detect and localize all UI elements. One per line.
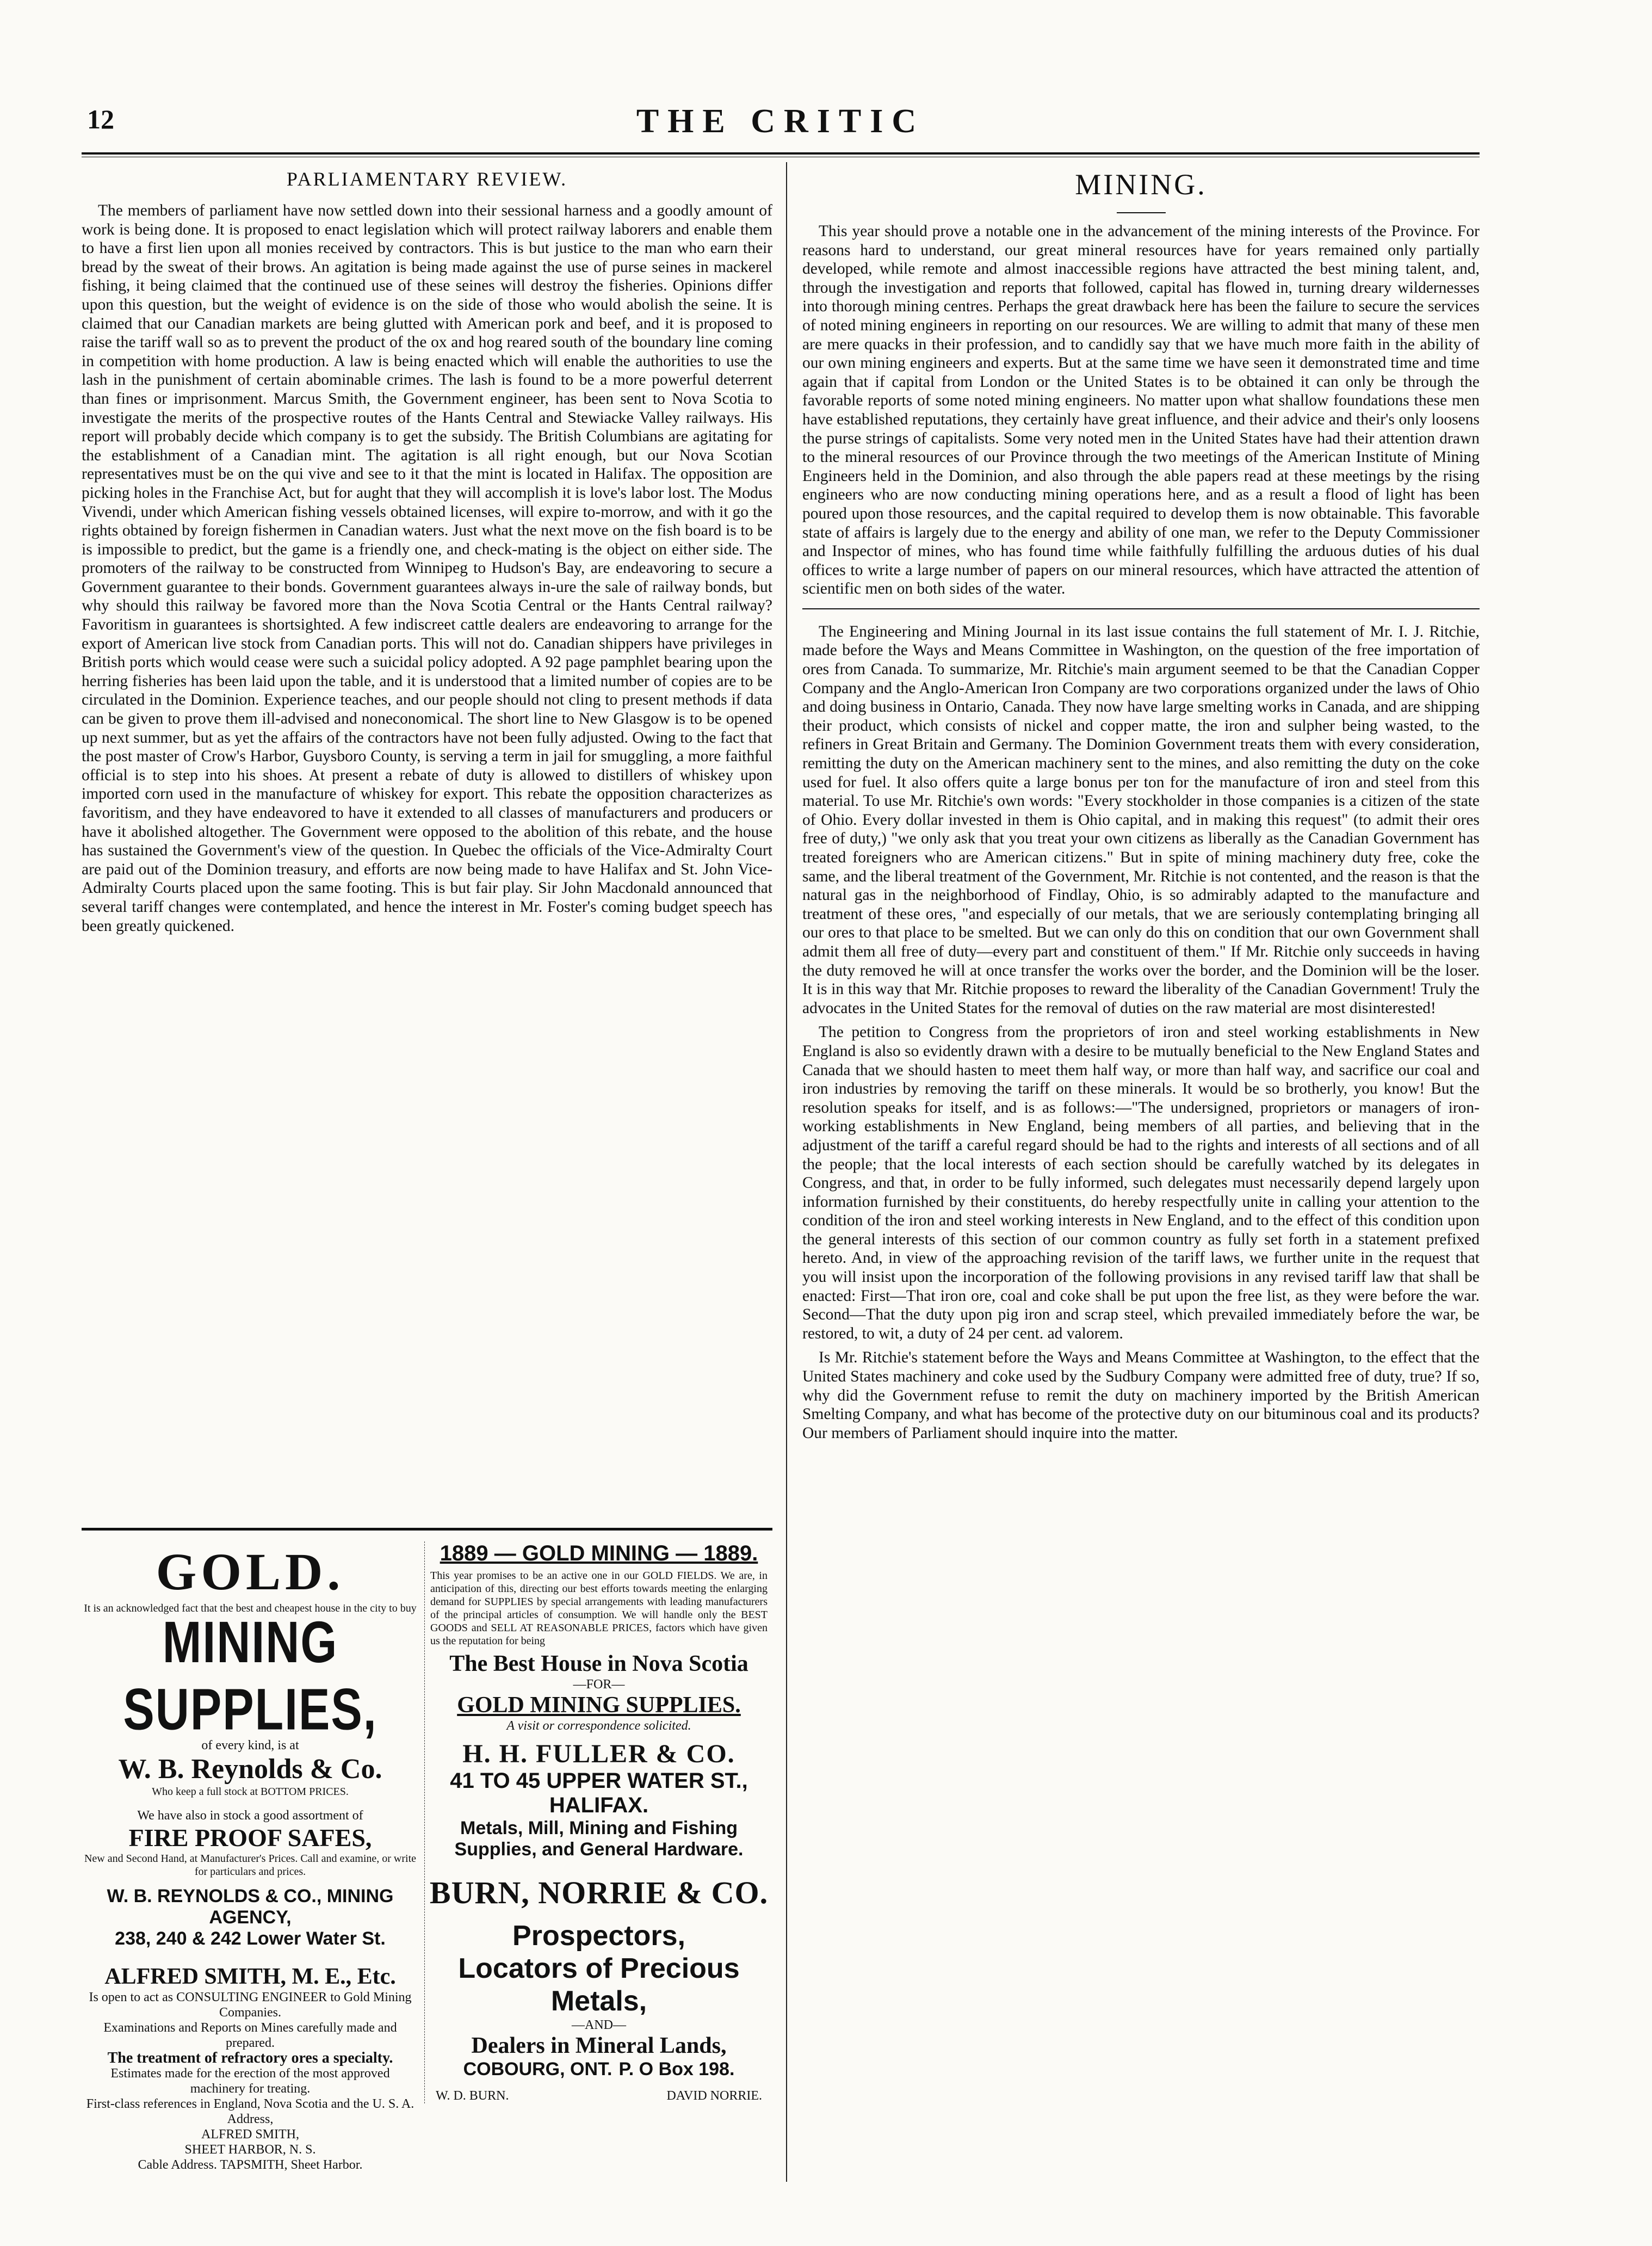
columns (82, 162, 1480, 2182)
masthead-rule (82, 152, 1480, 157)
mining-supplies-headline: MINING SUPPLIES, (123, 1609, 378, 1743)
prospectors-line: Prospectors, (512, 1920, 685, 1952)
refractory-ores: The treatment of refractory ores a specialty. (107, 2050, 393, 2066)
fuller-firm-name: H. H. FULLER & CO. (462, 1739, 735, 1768)
signatures (425, 2089, 772, 2103)
gold-mining-1889-headline: 1889 — GOLD MINING — 1889. (440, 1541, 758, 1565)
alfred-smith-name: ALFRED SMITH, M. E., Etc. (104, 1964, 396, 1989)
parliamentary-review-text: The members of parliament have now settled down into their sessional harness and a goodly amount of work is being done. It is proposed to enact legislation which will protect railway laborers and enable them to have a first lien upon all monies received by contractors. This is but justice to the man who earn their bread by the sweat of their brows. An agitation is being made against the use of purse seines in mackerel fishing, it being claimed that the continued use of these seines will destroy the fisheries. Opinions differ upon this question, but the weight of evidence is on the side of those who would abolish the seine. It is claimed that our Canadian markets are being glutted with American pork and beef, and it is proposed to raise the tariff wall so as to prevent the product of the ox and hog reared south of the boundary line coming in competition with home production. A law is being enacted which will enable the authorities to use the lash in the punishment of certain abominable crimes. The lash is found to be a more powerful deterrent than fines or imprisonment. Marcus Smith, the Government engineer, has been sent to Nova Scotia to investigate the merits of the prospective routes of the Hants Central and Stewiacke Valley railways. His report will probably decide which company is to get the subsidy. The British Columbians are agitating for the establishment of a Canadian mint. The agitation is all right enough, but our Nova Scotian representatives must be on the qui vive and see to it that the mint is located in Halifax. The opposition are picking holes in the Franchise Act, but for aught that they will accomplish it is love's labor lost. The Modus Vivendi, under which American fishing vessels obtained licenses, will expire to-morrow, and with it go the rights obtained by foreign fishermen in Canadian waters. Just what the next move on the fish board is to be is impossible to predict, but the game is a friendly one, and check-mating is the object on either side. The promoters of the railway to be constructed from Winnipeg to Hudson's Bay, are endeavoring to secure a Government guarantee to their bonds. Government guarantees always in-ure the sale of railway bonds, but why should this railway be favored more than the Nova Scotia Central or the Hants Central railway? Favoritism in guarantees is shortsighted. A few indiscreet cattle dealers are endeavoring to arrange for the export of American live stock from Canadian ports. This will not do. Canadian shippers have privileges in British ports which would cease were such a suicidal policy adopted. A 92 page pamphlet bearing upon the herring fisheries has been laid upon the table, and it is understood that a limited number of copies are to be circulated in the Dominion. Experience teaches, and our people should not cling to present methods if data can be given to prove them ill-advised and noneconomical. The short line to New Glasgow is to be opened up next summer, but as yet the affairs of the contractors have not been fully adjusted. Owing to the fact that the post master of Crow's Harbor, Guysboro County, is serving a term in jail for smuggling, a more faithful official is to step into his shoes. At present a rebate of duty is allowed to distillers of whiskey upon imported corn used in the manufacture of whiskey for export. This rebate the opposition characterizes as favoritism, and they have endeavored to have it extended to all classes of manufacturers and producers or have it abolished altogether. The Government were opposed to the abolition of this rebate, and the house has sustained the Government's view of the question. In Quebec the officials of the Vice-Admiralty Court are paid out of the Dominion treasury, and efforts are now being made to have Halifax and St. John Vice-Admiralty Courts placed upon the same footing. This is but fair play. Sir John Macdonald announced that several tariff changes were contemplated, and hence the interest in Mr. Foster's coming budget speech has been greatly quickened. (82, 202, 772, 935)
fire-proof-safes: FIRE PROOF SAFES, (128, 1824, 372, 1852)
gold-mining-supplies: GOLD MINING SUPPLIES. (457, 1693, 741, 1718)
address-place: SHEET HARBOR, N. S. (184, 2143, 316, 2157)
metals-supplies: Metals, Mill, Mining and Fishing Supplies, and General Hardware. (454, 1818, 744, 1860)
column-separator (786, 162, 787, 2182)
ad-intro: It is an acknowledged fact that the best and cheapest house in the city to buy (84, 1602, 417, 1614)
fuller-address: 41 TO 45 UPPER WATER ST., HALIFAX. (450, 1769, 748, 1817)
mining-title: MINING. (1075, 168, 1207, 201)
gold-mining-text: This year promises to be an active one in our GOLD FIELDS. We are, in anticipation of this, directing our best efforts towards meeting the enlarging demand for SUPPLIES by special arrangements with leading manufacturers of the principal articles of consumption. We will handle only the BEST GOODS and SELL AT REASONABLE PRICES, factors which have given us the reputation for being (430, 1570, 768, 1647)
fuller-and-burn-advertisements (424, 1541, 772, 2103)
stock-note: Who keep a full stock at BOTTOM PRICES. (152, 1786, 349, 1798)
examinations-reports: Examinations and Reports on Mines carefully made and prepared. (103, 2021, 397, 2050)
section-divider (802, 608, 1480, 609)
reynolds-firm-name: W. B. Reynolds & Co. (118, 1754, 382, 1785)
cable-address: Cable Address. TAPSMITH, Sheet Harbor. (138, 2158, 363, 2172)
masthead: THE CRITIC (636, 103, 925, 140)
signature-norrie: DAVID NORRIE. (666, 2089, 762, 2103)
ad-of-every-kind: of every kind, is at (201, 1738, 299, 1753)
mining-paragraph-4: Is Mr. Ritchie's statement before the Ways and Means Committee at Washington, to the effect that the United States machinery and coke used by the Sudbury Company were admitted free of duty, true? If so, why did the Government refuse to remit the duty on machinery imported by the British American Smelting Company, and what has become of the protective duty on our bituminous coal and its products? Our members of Parliament should inquire into the matter. (802, 1349, 1480, 1442)
reynolds-address: 238, 240 & 242 Lower Water St. (115, 1928, 386, 1949)
for-label: —FOR— (573, 1677, 625, 1692)
left-column (82, 162, 772, 2182)
mining-paragraph-1: This year should prove a notable one in the advancement of the mining interests of the Province. For reasons hard to understand, our great mineral resources have for years remained only partially developed, while remote and almost inaccessible regions have attracted the best mining talent, and, through the investigation and reports that followed, capital has flowed in, turning dreary wildernesses into thorough mining centres. Perhaps the great drawback here has been the failure to secure the services of noted mining engineers in reporting on our resources. We are willing to admit that many of these men are mere quacks in their profession, and to candidly say that we have much more faith in the ability of our own mining engineers and experts. But at the same time we have seen it demonstrated time and time again that if capital from London or the United States is to be obtained it can only be through the favorable reports of some noted mining engineers. No matter upon what shallow foundations these men have established reputations, they certainly have great influence, and their advice and their's only loosens the purse strings of capitalists. Some very noted men in the United States have had their attention drawn to the mineral resources of our Province through the two meetings of the American Institute of Mining Engineers held in the Dominion, and also through the able papers read at these meetings by the rising engineers who are now conducting mining operations here, and as a result a flood of light has been poured upon those resources, and the capital required to develop them is now obtainable. This favorable state of affairs is largely due to the energy and ability of one man, we refer to the Deputy Commissioner and Inspector of mines, who has found time while faithfully fulfilling the arduous duties of his dual offices to write a large number of papers on our mineral resources, which have attracted the attention of scientific men on both sides of the water. (802, 223, 1480, 598)
locators-line: Locators of Precious Metals, (458, 1953, 740, 2017)
mining-paragraph-2: The Engineering and Mining Journal in its last issue contains the full statement of Mr. I. J. Ritchie, made before the Ways and Means Committee in Washington, on the question of the free importation of ores from Canada. To summarize, Mr. Ritchie's main argument seemed to be that the Canadian Copper Company and the Anglo-American Iron Company are two corporations organized under the laws of Ohio and doing business in Ontario, Canada. They now have large smelting works in Canada, and are shipping their product, which consists of nickel and copper matte, the iron and sulpher being wasted, to the refiners in Great Britain and Germany. The Dominion Government treats them with every consideration, remitting the duty on the American machinery sent to the mines, and also remitting the duty on the coke used for fuel. It also offers quite a large bonus per ton for the manufacture of iron and steel from this material. To use Mr. Ritchie's own words: "Every stockholder in those companies is a citizen of the state of Ohio. Every dollar invested in them is Ohio capital, and in making this request" (to admit their ores free of duty,) "we only ask that you treat your own citizens as liberally as the Canadian Government has treated foreigners who are American citizens." But in spite of mining machinery duty free, coke the same, and the liberal treatment of the Government, Mr. Ritchie is not contented, and the reason is that the natural gas in the neighborhood of Findlay, Ohio, is so admirably adapted to the manufacture and treatment of these ores, "and especially of our metals, that we are seriously contemplating bringing all our ores to that place to be smelted. But we can only do this on condition that our own Government shall admit them all free of duty—every part and constituent of them." If Mr. Ritchie only succeeds in having the duty removed he will at once transfer the works over the border, and the Dominion will be the loser. It is in this way that Mr. Ritchie proposes to reward the liberality of the Canadian Government! Truly the advocates in the United States for the removal of duties on the raw material are most disinterested! (802, 622, 1480, 1017)
reynolds-advertisement (82, 1541, 419, 2173)
safes-note: New and Second Hand, at Manufacturer's Prices. Call and examine, or write for particulars and prices. (84, 1853, 417, 1878)
signature-burn: W. D. BURN. (436, 2089, 509, 2103)
page-header (82, 92, 1480, 152)
references-note: First-class references in England, Nova Scotia and the U. S. A. Address, (86, 2097, 414, 2126)
right-column (802, 162, 1480, 2182)
cobourg-line (425, 2059, 772, 2080)
title-dash (1117, 212, 1166, 213)
also-in-stock: We have also in stock a good assortment of (137, 1809, 363, 1823)
visit-solicited: A visit or correspondence solicited. (506, 1719, 691, 1733)
consulting-engineer: Is open to act as CONSULTING ENGINEER to Gold Mining Companies. (89, 1990, 412, 2020)
address-name: ALFRED SMITH, (201, 2127, 299, 2142)
dealers-line: Dealers in Mineral Lands, (471, 2033, 727, 2058)
advertisements (82, 1528, 772, 2182)
cobourg-text: COBOURG, ONT. (463, 2059, 612, 2080)
mining-paragraph-3: The petition to Congress from the proprietors of iron and steel working establishments in New England is also so evidently drawn with a desire to be mutually beneficial to the New England States and Canada that we should hasten to meet them half way, or more than half way, and sacrifice our coal and iron industries by removing the tariff on these minerals. It would be so brotherly, you know! But the resolution speaks for itself, and is as follows:—"The undersigned, proprietors or managers of iron-working establishments in New England, being members of all parties, and believing that in the adjustment of the tariff a careful regard should be had to the rights and interests of all sections and of all the people; that the local interests of each section should be carefully watched by its delegates in Congress, and that, in order to be fully informed, such delegates must necessarily depend largely upon information furnished by their constituents, do hereby respectfully unite in calling your attention to the condition of the iron and steel working interests in New England, and to the effect of this condition upon the general interests of this section of our common country as fully set forth in a statement prefixed hereto. And, in view of the approaching revision of the tariff laws, we further unite in the request that you will insist upon the incorporation of the following provisions in any revised tariff law that shall be enacted: First—That iron ore, coal and coke shall be put upon the free list, as they were before the war. Second—That the duty upon pig iron and scrap steel, which prevailed immediately before the war, be restored, to wit, a duty of 24 per cent. ad valorem. (802, 1023, 1480, 1342)
po-box: P. O Box 198. (618, 2059, 735, 2080)
parliamentary-review-title: PARLIAMENTARY REVIEW. (286, 168, 568, 190)
and-label: —AND— (572, 2018, 626, 2032)
gold-headline: GOLD. (156, 1542, 345, 1601)
best-house-line: The Best House in Nova Scotia (449, 1651, 748, 1676)
mining-agency: W. B. REYNOLDS & CO., MINING AGENCY, (107, 1886, 394, 1928)
burn-norrie-firm-name: BURN, NORRIE & CO. (429, 1875, 769, 1910)
newspaper-page (82, 92, 1480, 2182)
estimates-note: Estimates made for the erection of the most approved machinery for treating. (110, 2066, 390, 2096)
page-number: 12 (87, 104, 114, 134)
